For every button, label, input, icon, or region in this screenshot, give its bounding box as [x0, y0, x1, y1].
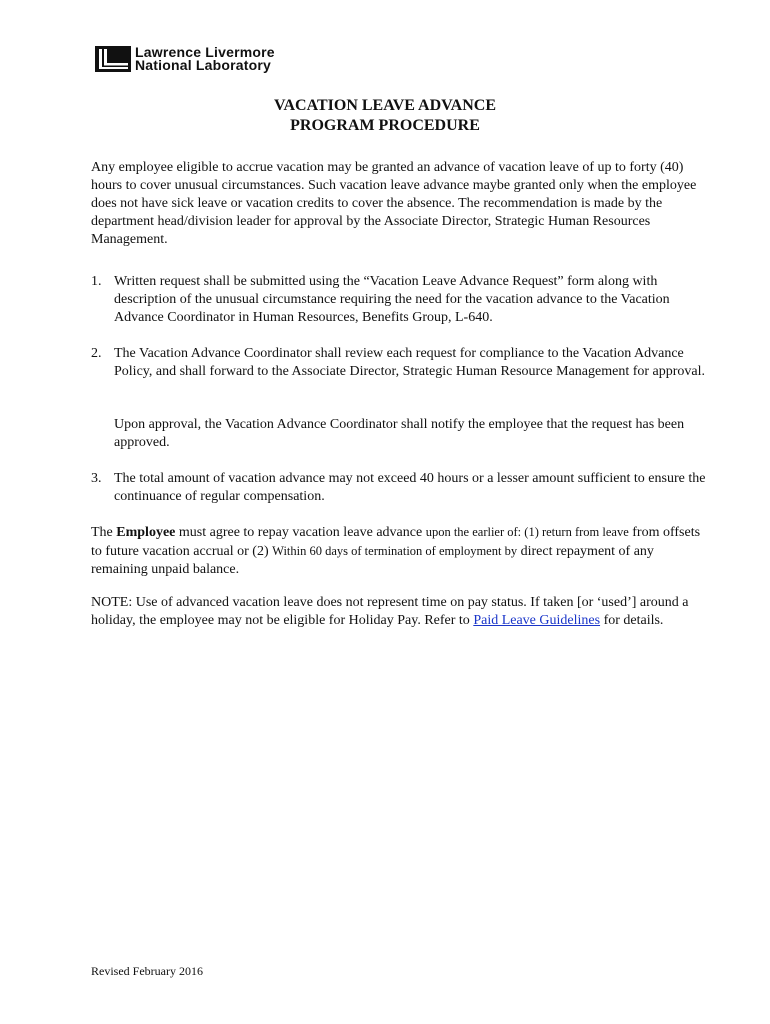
- step-number: 1.: [91, 274, 102, 289]
- logo-line-1: Lawrence Livermore: [135, 44, 275, 60]
- step-text: The Vacation Advance Coordinator shall review each request for compliance to the Vacation Advance Policy, and shall forward to the Associate Director, Strategic Human Resource Management for approval.: [114, 346, 706, 379]
- document-title: [0, 96, 770, 136]
- note-text: NOTE: Use of advanced vacation leave does not represent time on pay status. If taken [or ‘used’] around a holiday, the employee may not be eligible for Holiday Pay. Refer to: [91, 595, 689, 628]
- repayment-paragraph: [91, 523, 713, 579]
- llnl-logo-mark-icon: [95, 46, 131, 72]
- logo-line-2: National Laboratory: [135, 57, 272, 73]
- title-line-1: VACATION LEAVE ADVANCE: [274, 97, 496, 114]
- employee-term: Employee: [116, 525, 176, 540]
- step-number: 3.: [91, 471, 102, 486]
- repay-part-2: upon the earlier of: (1) return from leave: [425, 525, 629, 539]
- repay-part-3: from offsets to future vacation accrual or (2): [91, 525, 701, 559]
- repay-part-5: direct repayment of any remaining unpaid balance.: [91, 544, 654, 577]
- step-number: 2.: [91, 346, 102, 361]
- repay-part-4: Within 60 days of termination of employment by: [272, 544, 518, 558]
- llnl-logo: [95, 46, 275, 72]
- title-line-2: PROGRAM PROCEDURE: [290, 117, 480, 134]
- intro-paragraph: Any employee eligible to accrue vacation may be granted an advance of vacation leave of up to forty (40) hours to cover unusual circumstances. Such vacation leave advance maybe granted only when the employee does not have sick leave or vacation credits to cover the absence. The recommendation is made by the department head/division leader for approval by the Associate Director, Strategic Human Resources Management.: [91, 160, 697, 247]
- paid-leave-guidelines-link[interactable]: Paid Leave Guidelines: [473, 613, 601, 628]
- repay-part-1: must agree to repay vacation leave advance: [175, 525, 426, 540]
- note-paragraph: [91, 594, 713, 630]
- step-text: The total amount of vacation advance may not exceed 40 hours or a lesser amount sufficient to ensure the continuance of regular compensation.: [114, 471, 706, 504]
- repay-lead: The: [91, 525, 117, 540]
- step-text: Written request shall be submitted using the “Vacation Leave Advance Request” form along with description of the unusual circumstance requiring the need for the vacation advance to the Vacation Advance Coordinator in Human Resources, Benefits Group, L-640.: [114, 274, 670, 325]
- logo-wordmark: [135, 46, 275, 72]
- note-tail: for details.: [600, 613, 664, 628]
- step-followup-text: Upon approval, the Vacation Advance Coordinator shall notify the employee that the request has been approved.: [114, 417, 685, 450]
- revision-footer: Revised February 2016: [91, 964, 203, 978]
